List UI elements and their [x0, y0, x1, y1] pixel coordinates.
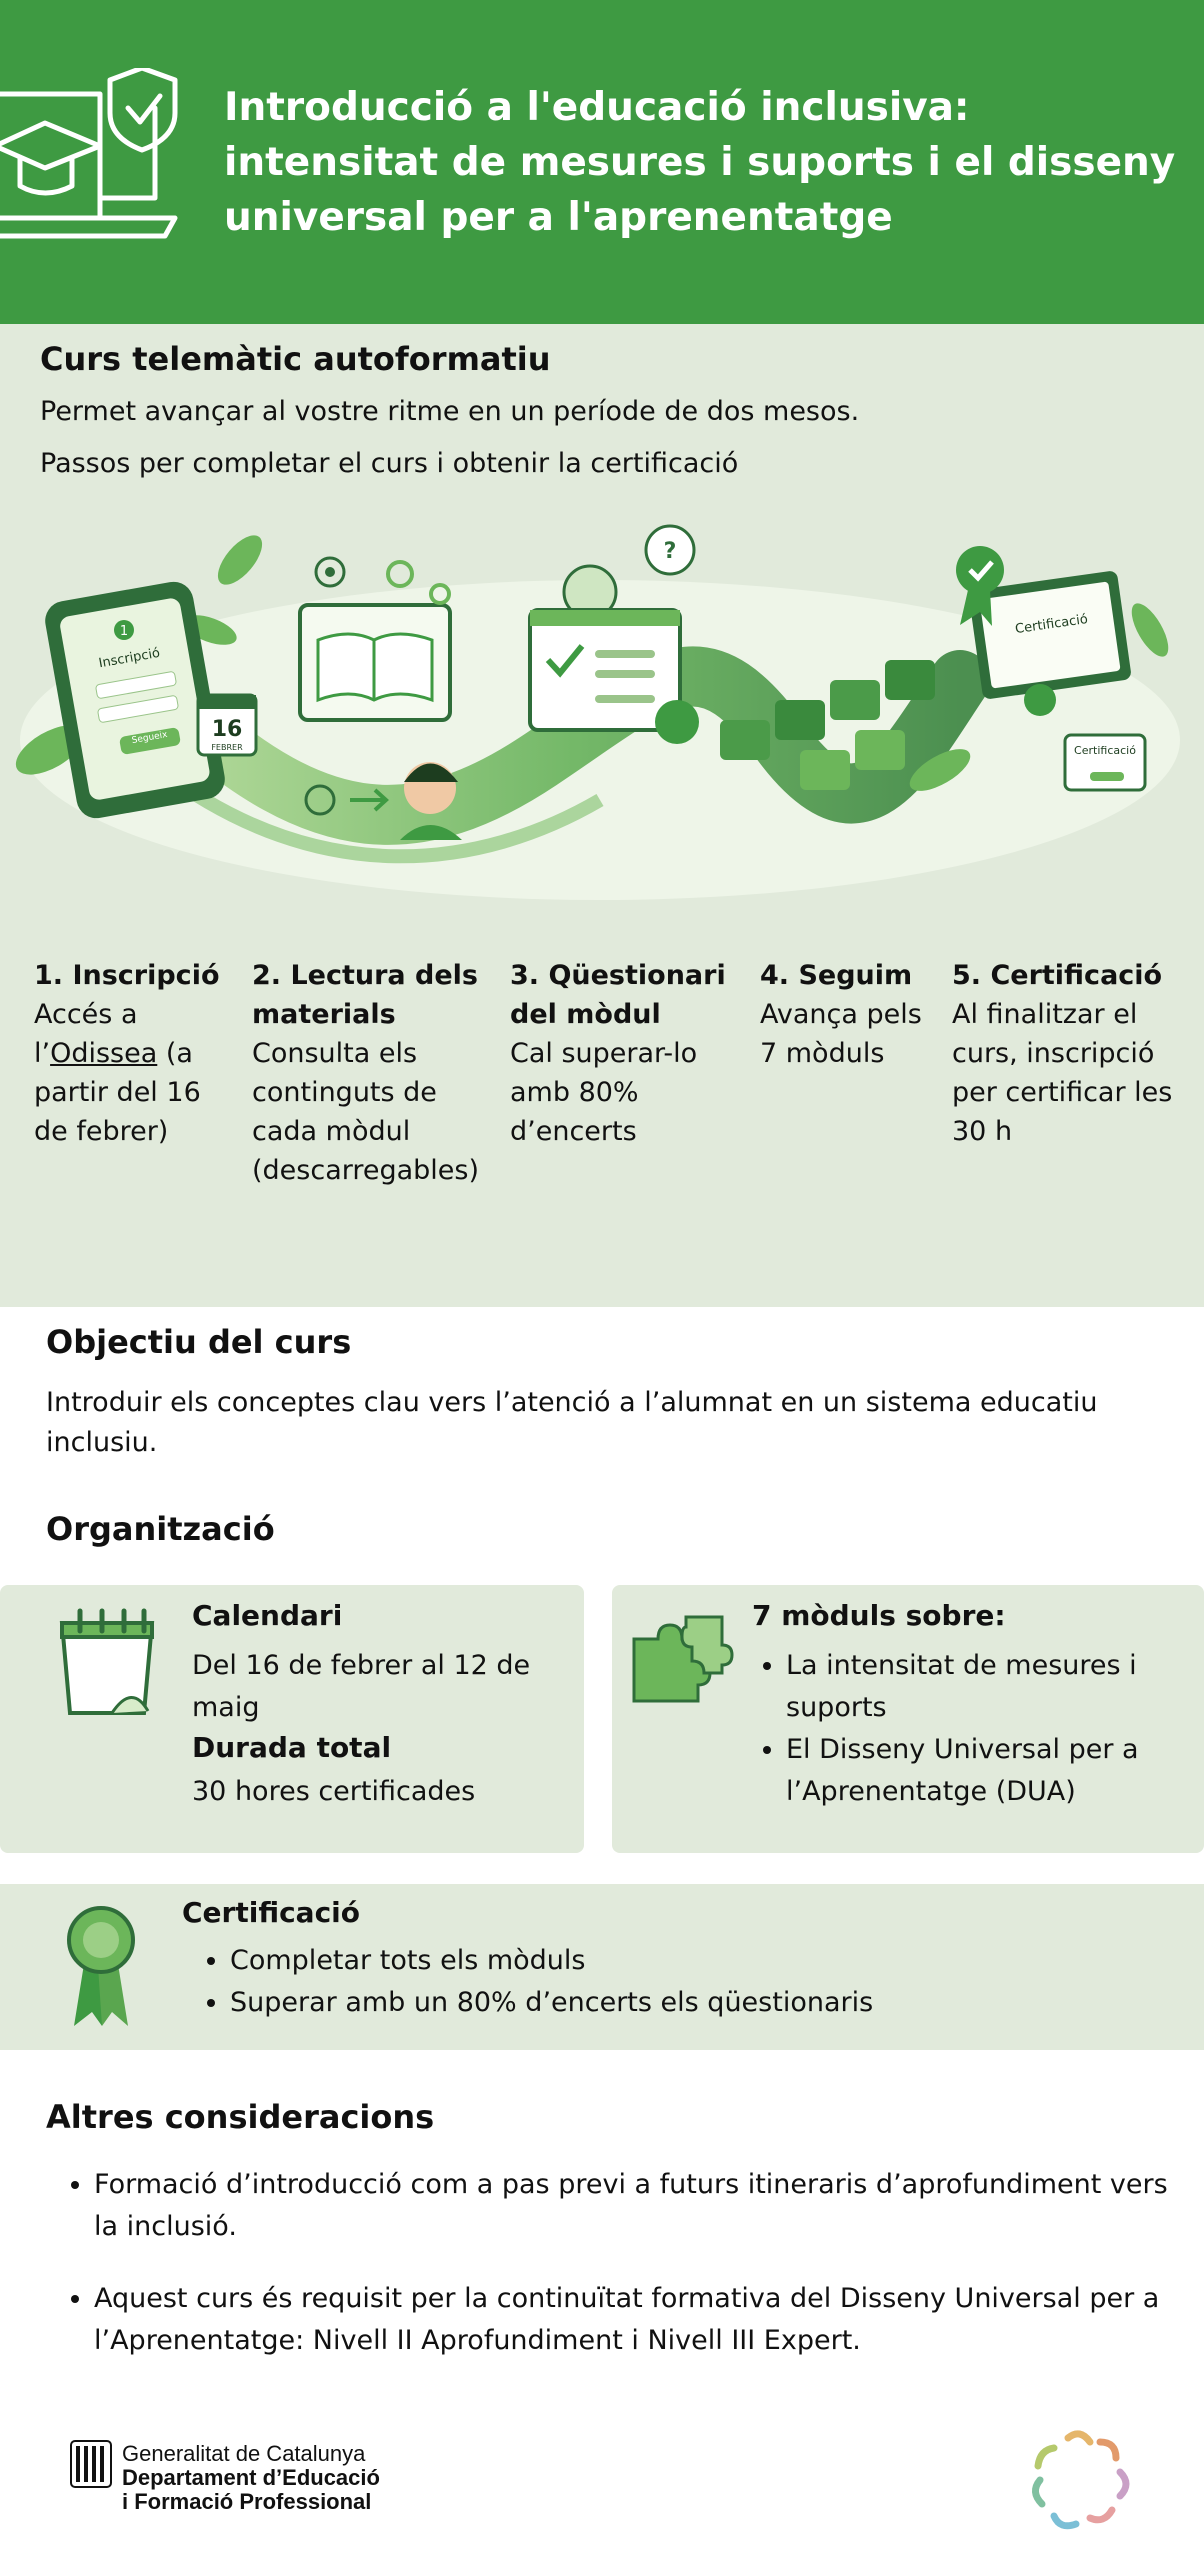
- organization-title: Organització: [46, 1510, 275, 1548]
- step-5: [952, 956, 1192, 1151]
- step-3-title: 3. Qüestionari del mòdul: [510, 960, 726, 1030]
- colorful-circle-logo-icon: [1020, 2420, 1140, 2540]
- step-1-title: 1. Inscripció: [34, 960, 220, 991]
- certification-list: [196, 1940, 1130, 2024]
- list-item: • Aquest curs és requisit per la continuïtat formativa del Disseny Universal per a l’Aprenentatge: Nivell II Aprofundiment i Nivell III Expert.: [94, 2278, 1184, 2362]
- calendar-card: [0, 1585, 584, 1853]
- puzzle-icon: [626, 1609, 736, 1709]
- step-4: [760, 956, 940, 1073]
- page-title: Introducció a l'educació inclusiva: intensitat de mesures i suports i el disseny universal per a l'aprenentatge: [224, 85, 1176, 240]
- award-ribbon-icon: [66, 1904, 136, 2030]
- course-type-title: Curs telemàtic autoformatiu: [40, 340, 551, 378]
- course-pace-text: Permet avançar al vostre ritme en un període de dos mesos.: [40, 396, 860, 427]
- steps-illustration: [0, 510, 1204, 920]
- modules-list: [752, 1645, 1204, 1813]
- step-2-title: 2. Lectura dels materials: [252, 960, 478, 1030]
- step-4-description: Avança pels 7 mòduls: [760, 999, 922, 1069]
- modules-title: 7 mòduls sobre:: [752, 1599, 1006, 1632]
- steps-intro-text: Passos per completar el curs i obtenir la certificació: [40, 448, 739, 479]
- calendar-day: 16: [211, 717, 243, 742]
- step-4-title: 4. Seguim: [760, 960, 913, 991]
- small-certificate-title: Certificació: [1074, 744, 1136, 757]
- footer-line-2: Departament d’Educació: [122, 2465, 380, 2490]
- phone-title: Inscripció: [97, 645, 162, 672]
- objective-title: Objectiu del curs: [46, 1323, 352, 1361]
- quiz-illustration: [530, 526, 699, 744]
- list-item: • Formació d’introducció com a pas previ a futurs itineraris d’aprofundiment vers la inclusió.: [94, 2164, 1184, 2248]
- objective-text: Introduir els conceptes clau vers l’atenció a l’alumnat en un sistema educatiu inclusiu.: [46, 1387, 1098, 1458]
- duration-title: Durada total: [192, 1731, 392, 1764]
- footer-line-3: i Formació Professional: [122, 2489, 372, 2514]
- phone-step-number: 1: [119, 624, 129, 639]
- modules-card: [612, 1585, 1204, 1853]
- step-3-description: Cal superar-lo amb 80% d’encerts: [510, 1038, 698, 1147]
- calendar-icon: [52, 1603, 164, 1723]
- calendar-illustration: [198, 695, 256, 755]
- header-banner: [0, 0, 1204, 324]
- step-5-description: Al finalitzar el curs, inscripció per certificar les 30 h: [952, 999, 1173, 1147]
- graduation-cap-laptop-shield-icon: [0, 68, 190, 258]
- footer-line-1: Generalitat de Catalunya: [122, 2441, 366, 2466]
- calendar-dates: Del 16 de febrer al 12 de maig: [192, 1650, 531, 1723]
- certification-title: Certificació: [182, 1896, 361, 1929]
- list-item: • La intensitat de mesures i suports: [786, 1645, 1204, 1729]
- list-item: • Superar amb un 80% d’encerts els qüestionaris: [230, 1982, 1130, 2024]
- list-item: • El Disseny Universal per a l’Aprenentatge (DUA): [786, 1729, 1204, 1813]
- calendar-month: FEBRER: [211, 743, 243, 752]
- department-signature: [122, 2442, 380, 2514]
- step-1-description: Accés a l’Odissea (a partir del 16 de febrer): [34, 999, 201, 1147]
- step-2: [252, 956, 492, 1190]
- step-2-description: Consulta els continguts de cada mòdul (descarregables): [252, 1038, 480, 1186]
- phone-button-label: Segueix: [131, 729, 169, 747]
- others-title: Altres consideracions: [46, 2098, 435, 2136]
- step-5-title: 5. Certificació: [952, 960, 1163, 991]
- duration-value: 30 hores certificades: [192, 1776, 476, 1807]
- svg-text:?: ?: [663, 539, 677, 564]
- others-list: [60, 2164, 1184, 2362]
- certification-card: [0, 1884, 1204, 2050]
- step-3: [510, 956, 745, 1151]
- calendar-title: Calendari: [192, 1599, 343, 1632]
- generalitat-logo-icon: [70, 2440, 112, 2488]
- list-item: • Completar tots els mòduls: [230, 1940, 1130, 1982]
- step-1: [34, 956, 239, 1151]
- odissea-link[interactable]: Odissea: [50, 1038, 158, 1069]
- certificate-title: Certificació: [1014, 612, 1089, 638]
